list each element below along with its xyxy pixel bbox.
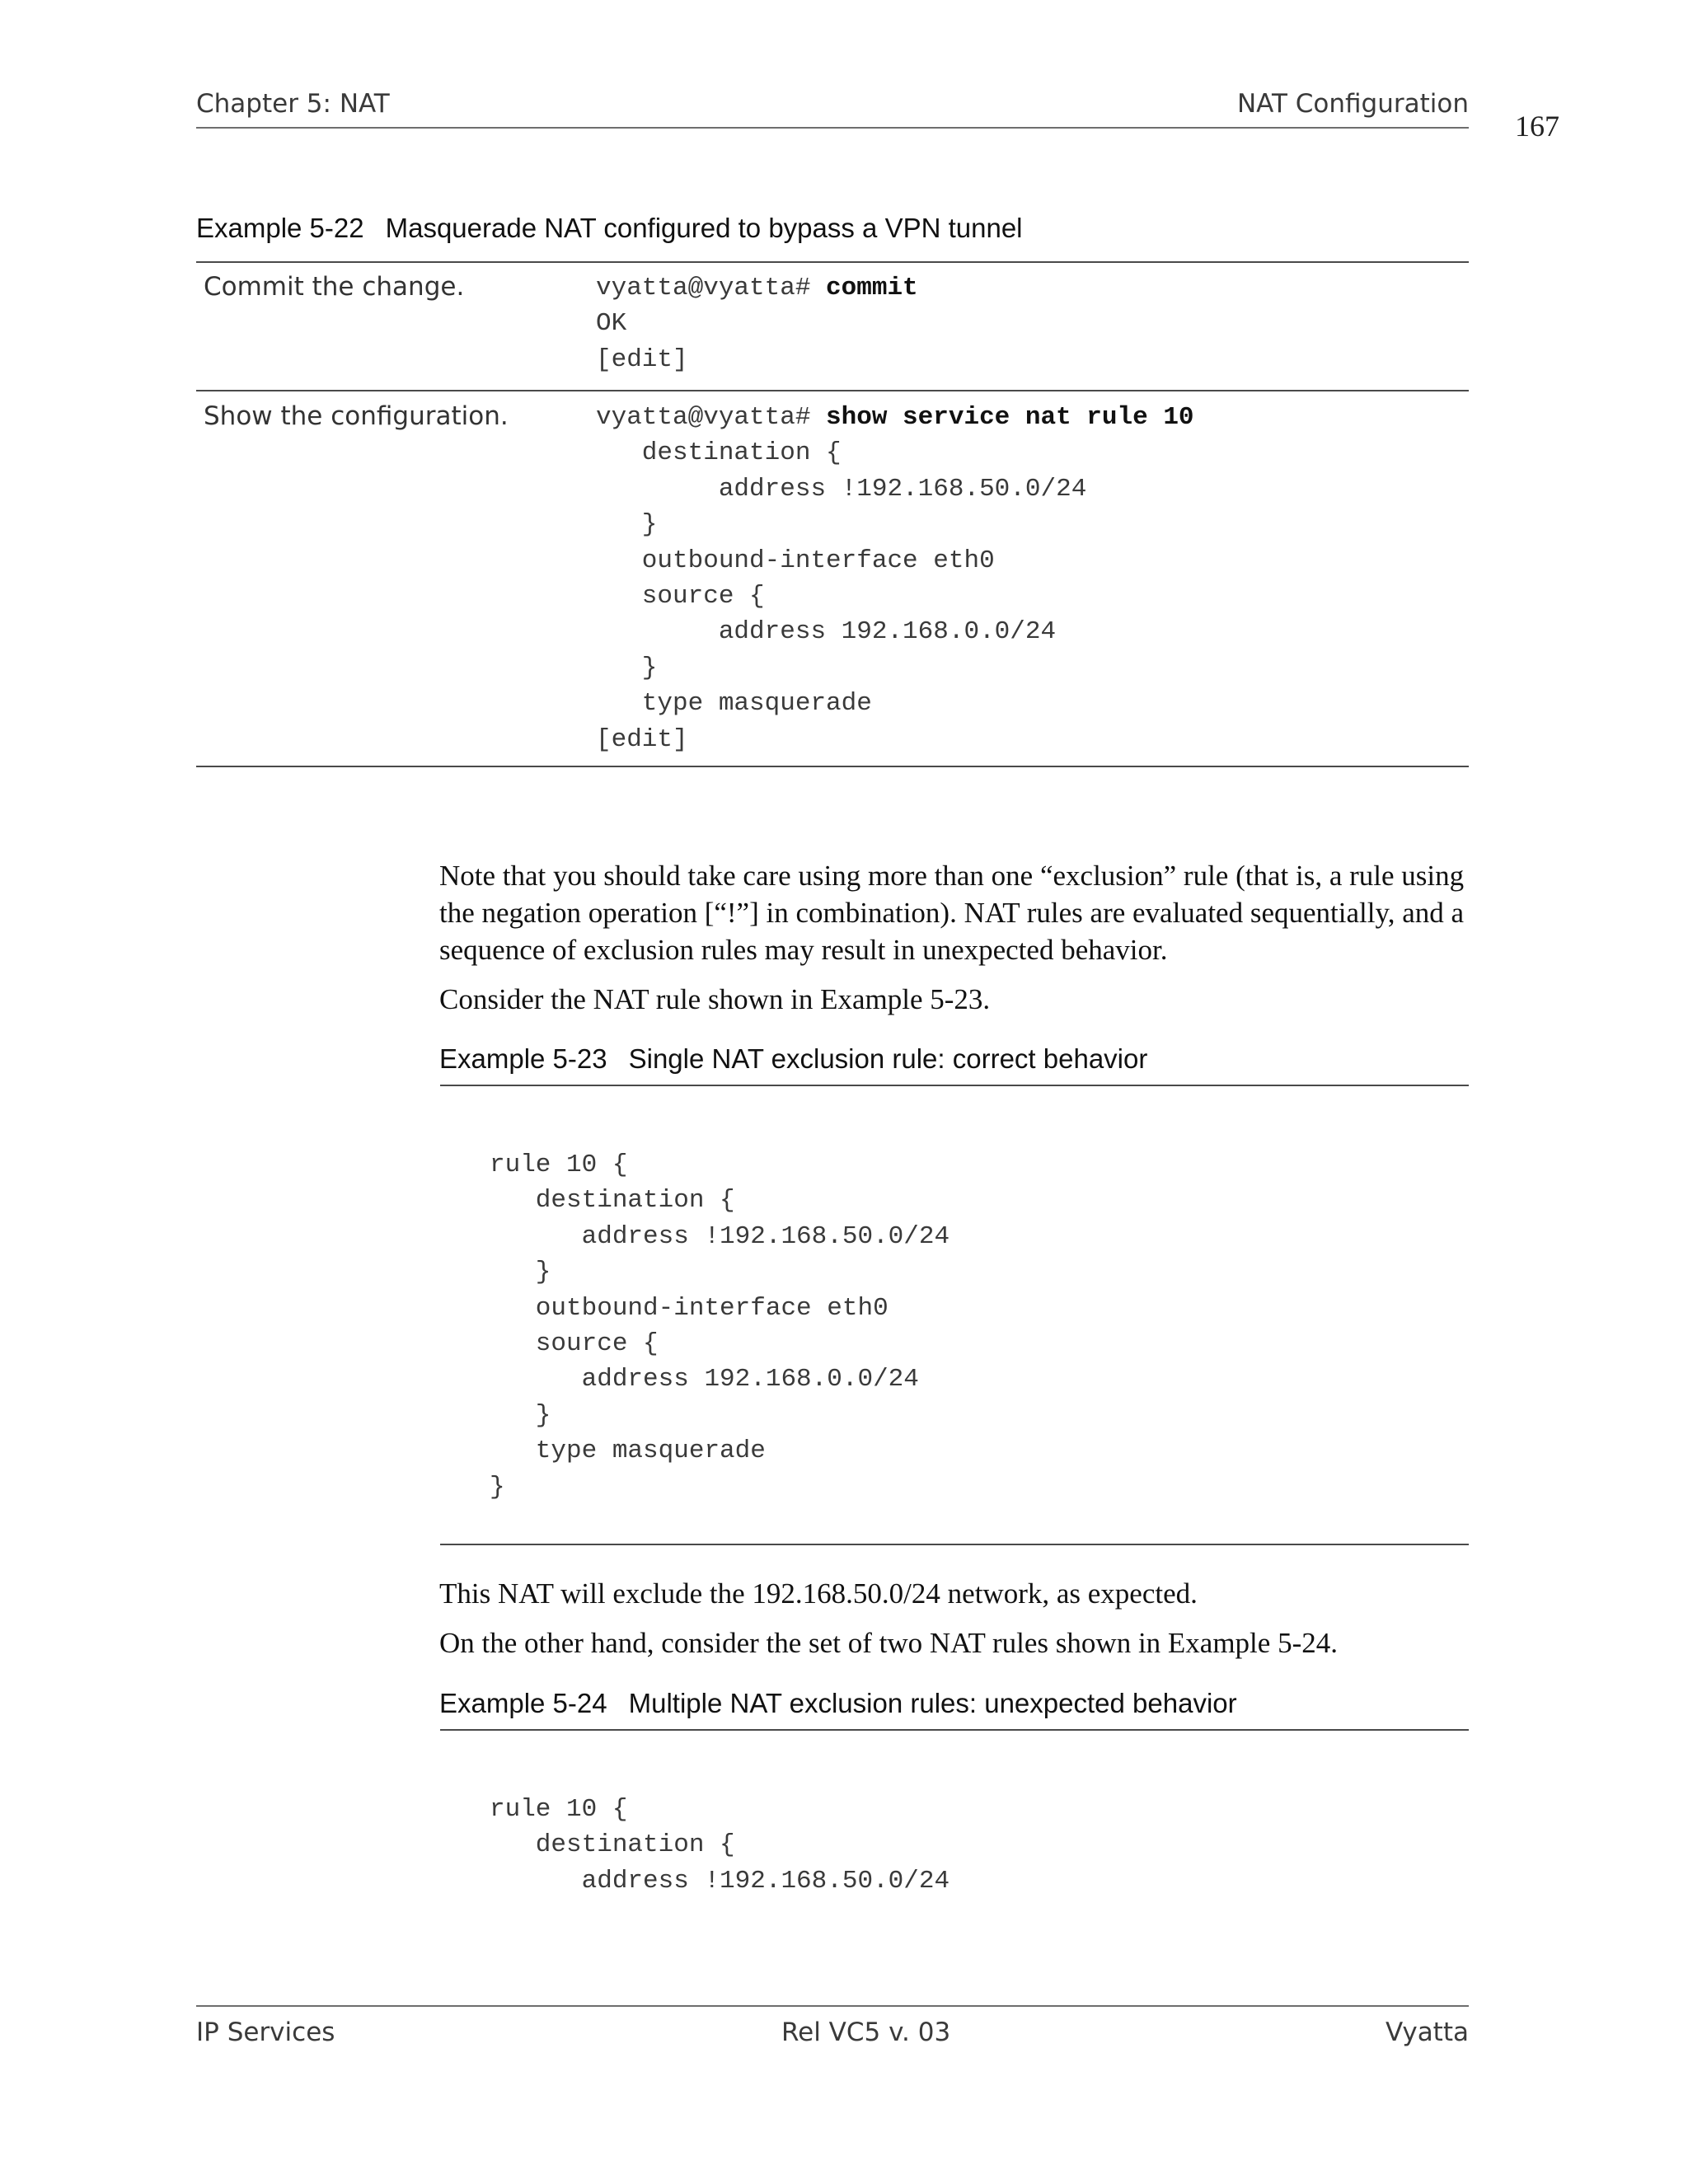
footer-book-title: IP Services	[196, 2018, 335, 2047]
example-5-23-number: Example 5-23	[439, 1043, 607, 1074]
example-5-23-bottom-rule	[440, 1544, 1469, 1545]
command-output: OK [edit]	[596, 309, 688, 374]
example-5-24-number: Example 5-24	[439, 1688, 607, 1718]
running-header-section: NAT Configuration	[1236, 89, 1469, 119]
example-5-24-caption	[439, 1688, 1237, 1719]
command-commit: commit	[826, 274, 918, 302]
footer-release: Rel VC5 v. 03	[781, 2018, 951, 2047]
code-block-commit	[596, 270, 918, 377]
example-5-22-title: Masquerade NAT configured to bypass a VPN tunnel	[385, 213, 1023, 243]
example-5-23-top-rule	[440, 1085, 1469, 1086]
body-paragraph-exclude-result: This NAT will exclude the 192.168.50.0/24 network, as expected.	[439, 1577, 1198, 1610]
table-row-divider	[196, 390, 1469, 391]
example-5-24-code: rule 10 { destination { address !192.168.50.0/24	[490, 1795, 950, 1896]
command-show: show service nat rule 10	[826, 403, 1194, 432]
shell-prompt: vyatta@vyatta#	[596, 403, 827, 432]
page-number: 167	[1515, 110, 1559, 143]
example-5-22-number: Example 5-22	[196, 213, 364, 243]
example-5-23-code-block	[490, 1147, 950, 1505]
header-rule	[196, 127, 1469, 129]
example-5-24-top-rule	[440, 1729, 1469, 1731]
footer-rule	[196, 2005, 1469, 2007]
step-label-show: Show the configuration.	[204, 401, 509, 431]
command-output: destination { address !192.168.50.0/24 } outbound-interface eth0 source { address 192.168.0.0/24 } type masquerade [edit]	[596, 438, 1087, 754]
example-5-22-caption	[196, 213, 1023, 244]
body-paragraph-exclusion-note: Note that you should take care using more than one “exclusion” rule (that is, a rule using the negation operation [“!”] in combination). NAT rules are evaluated sequentially, and a sequence of exclusion rules may result in unexpected behavior.	[439, 860, 1465, 966]
body-paragraph-consider-5-24: On the other hand, consider the set of two NAT rules shown in Example 5-24.	[439, 1627, 1338, 1659]
footer-company: Vyatta	[1385, 2018, 1469, 2047]
step-label-commit: Commit the change.	[204, 272, 465, 302]
body-paragraph-consider-5-23: Consider the NAT rule shown in Example 5-23.	[439, 983, 991, 1015]
running-header-chapter: Chapter 5: NAT	[196, 89, 390, 119]
code-block-show	[596, 400, 1194, 757]
example-5-24-code-block	[490, 1792, 950, 1899]
example-5-24-title: Multiple NAT exclusion rules: unexpected behavior	[628, 1688, 1237, 1718]
example-5-22-bottom-rule	[196, 766, 1469, 767]
example-5-23-code: rule 10 { destination { address !192.168.50.0/24 } outbound-interface eth0 source { address 192.168.0.0/24 } type masquerade }	[490, 1151, 950, 1502]
example-5-23-caption	[439, 1043, 1147, 1075]
example-5-22-top-rule	[196, 261, 1469, 263]
shell-prompt: vyatta@vyatta#	[596, 274, 827, 302]
example-5-23-title: Single NAT exclusion rule: correct behavior	[628, 1043, 1148, 1074]
